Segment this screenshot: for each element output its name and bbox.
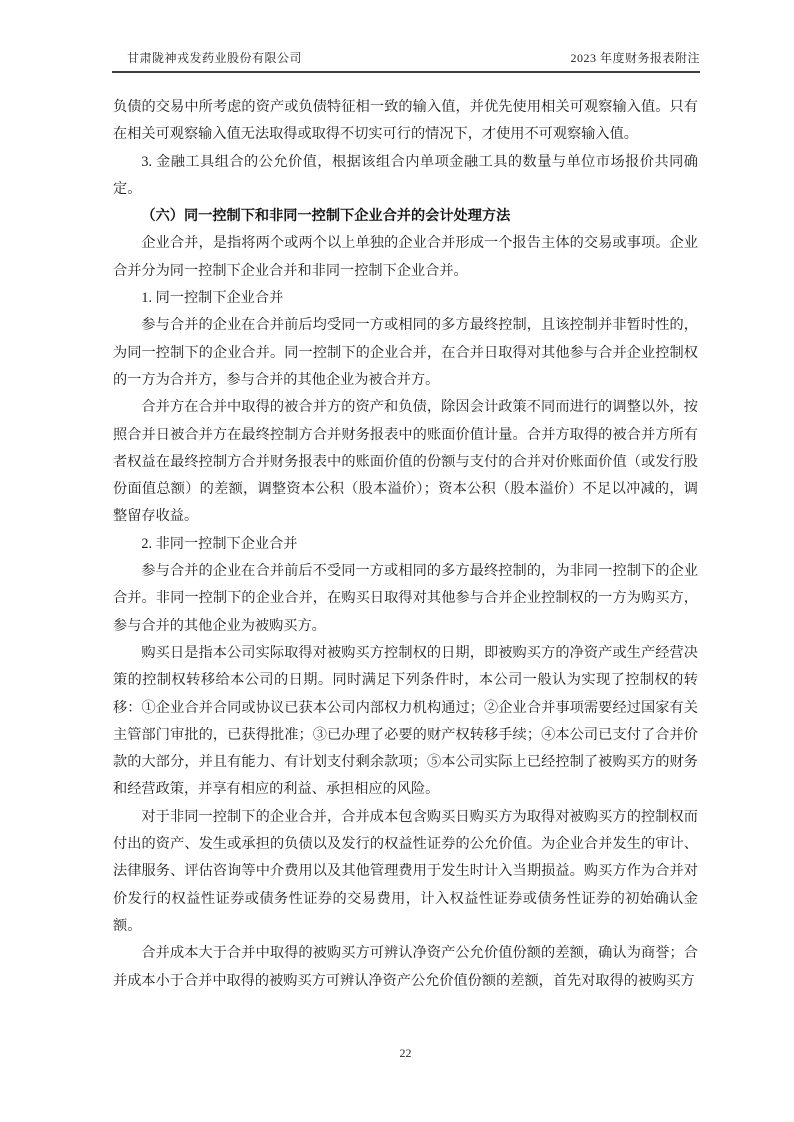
para-financial-instrument-portfolio: 3. 金融工具组合的公允价值，根据该组合内单项金融工具的数量与单位市场报价共同确定。 <box>113 153 698 197</box>
page-number: 22 <box>399 1046 412 1060</box>
para-purchase-date-conditions: 购买日是指本公司实际取得对被购买方控制权的日期，即被购买方的净资产或生产经营决策的控制权转移给本公司的日期。同时满足下列条件时，本公司一般认为实现了控制权的转移：①企业合并合同或协议已获本公司内部权力机构通过；②企业合并事项需要经过国家有关主管部门审批的，已获得批准；③已办理了必要的财产权转移手续；④本公司已支付了合并价款的大部分，并且有能力、有计划支付剩余款项；⑤本公司实际上已经控制了被购买方的财务和经营政策，并享有相应的利益、承担相应的风险。 <box>113 644 698 798</box>
para-combination-cost: 对于非同一控制下的企业合并，合并成本包含购买日购买方为取得对被购买方的控制权而付出的资产、发生或承担的负债以及发行的权益性证券的公允价值。为企业合并发生的审计、法律服务、评估咨询等中介费用以及其他管理费用于发生时计入当期损益。购买方作为合并对价发行的权益性证券或债务性证券的交易费用，计入权益性证券或债务性证券的初始确认金额。 <box>113 808 698 934</box>
para-goodwill-recognition: 合并成本大于合并中取得的被购买方可辨认净资产公允价值份额的差额，确认为商誉；合并成本小于合并中取得的被购买方可辨认净资产公允价值份额的差额，首先对取得的被购买方 <box>113 945 698 989</box>
header-doc-title: 2023 年度财务报表附注 <box>570 51 700 65</box>
para-non-same-control-definition: 参与合并的企业在合并前后不受同一方或相同的多方最终控制的，为非同一控制下的企业合并。非同一控制下的企业合并，在购买日取得对其他参与合并企业控制权的一方为购买方，参与合并的其他企业为被购买方。 <box>113 563 698 634</box>
subheading-non-same-control: 2. 非同一控制下企业合并 <box>141 535 298 552</box>
para-business-combination-definition: 企业合并，是指将两个或两个以上单独的企业合并形成一个报告主体的交易或事项。企业合并分为同一控制下企业合并和非同一控制下企业合并。 <box>113 235 698 279</box>
document-body <box>113 94 698 995</box>
heading-business-combinations: （六）同一控制下和非同一控制下企业合并的会计处理方法 <box>141 208 511 225</box>
page-header <box>112 50 700 73</box>
para-same-control-measurement: 合并方在合并中取得的被合并方的资产和负债，除因会计政策不同而进行的调整以外，按照合并日被合并方在最终控制方合并财务报表中的账面价值计量。合并方取得的被合并方所有者权益在最终控制方合并财务报表中的账面价值的份额与支付的合并对价账面价值（或发行股份面值总额）的差额，调整资本公积（股本溢价）；资本公积（股本溢价）不足以冲减的，调整留存收益。 <box>113 399 698 525</box>
subheading-same-control: 1. 同一控制下企业合并 <box>141 290 284 307</box>
para-same-control-definition: 参与合并的企业在合并前后均受同一方或相同的多方最终控制，且该控制并非暂时性的，为同一控制下的企业合并。同一控制下的企业合并，在合并日取得对其他参与合并企业控制权的一方为合并方，参与合并的其他企业为被合并方。 <box>113 317 698 388</box>
para-observable-inputs: 负债的交易中所考虑的资产或负债特征相一致的输入值，并优先使用相关可观察输入值。只有在相关可观察输入值无法取得或取得不切实可行的情况下，才使用不可观察输入值。 <box>113 99 698 143</box>
header-company-name: 甘肃陇神戎发药业股份有限公司 <box>127 51 303 65</box>
page-footer <box>113 1046 698 1061</box>
